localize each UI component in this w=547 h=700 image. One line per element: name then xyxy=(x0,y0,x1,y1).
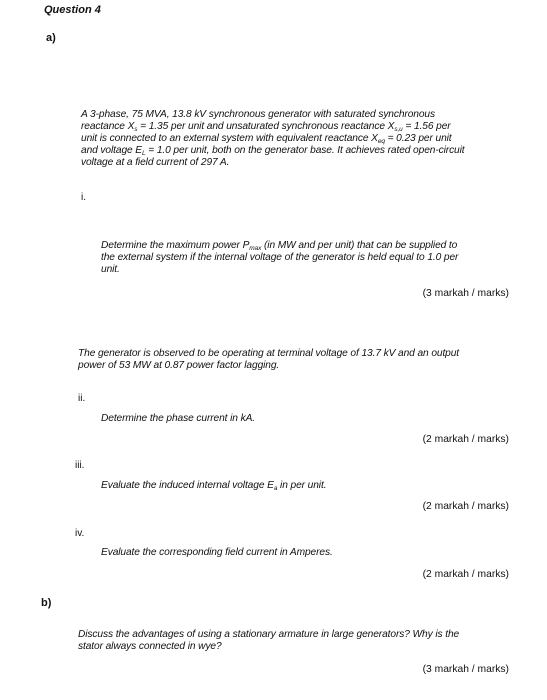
part-b-label: b) xyxy=(41,597,52,609)
observation-text xyxy=(78,348,521,372)
item-iv-text: Evaluate the corresponding field current in Amperes. xyxy=(101,547,333,558)
item-i-line-1: Determine the maximum power $P_{max}$ (in MW and per unit) that can be supplied to xyxy=(101,240,458,252)
part-a-intro xyxy=(81,109,521,169)
observation-line-2: power of 53 MW at 0.87 power factor lagging. xyxy=(78,360,280,371)
item-i-marks: (3 markah / marks) xyxy=(422,288,509,299)
part-a-label: a) xyxy=(46,32,56,44)
part-b-text xyxy=(78,629,521,653)
intro-line-1: A 3-phase, 75 MVA, 13.8 kV synchronous generator with saturated synchronous xyxy=(81,109,435,120)
item-i-line-2: the external system if the internal voltage of the generator is held equal to 1.0 per xyxy=(101,252,459,263)
intro-line-4: and voltage $E_L = 1.0$ per unit, both on the generator base. It achieves rated open-circuit xyxy=(81,145,465,157)
item-iii-marks: (2 markah / marks) xyxy=(422,501,509,512)
part-b-line-1: Discuss the advantages of using a stationary armature in large generators? Why is the xyxy=(78,629,460,640)
part-b-line-2: stator always connected in wye? xyxy=(78,641,222,652)
item-iii-text: Evaluate the induced internal voltage $E_a$ in per unit. xyxy=(101,480,327,492)
item-ii-text: Determine the phase current in kA. xyxy=(101,413,256,424)
item-i-text xyxy=(101,240,521,276)
item-ii-numeral: ii. xyxy=(78,393,86,404)
intro-line-3: unit is connected to an external system with equivalent reactance $X_{eq} = 0.23$ per unit xyxy=(81,133,452,145)
item-iv-marks: (2 markah / marks) xyxy=(422,569,509,580)
item-i-numeral: i. xyxy=(81,192,86,203)
intro-line-5: voltage at a field current of 297 A. xyxy=(81,157,230,168)
item-iii-numeral: iii. xyxy=(75,460,85,471)
intro-line-2: reactance $X_s = 1.35$ per unit and unsaturated synchronous reactance $X_{s,u} = 1.56$ per xyxy=(81,121,451,133)
question-title: Question 4 xyxy=(44,4,101,16)
item-iv-numeral: iv. xyxy=(75,528,85,539)
item-i-line-3: unit. xyxy=(101,264,120,275)
part-b-marks: (3 markah / marks) xyxy=(422,664,509,675)
observation-line-1: The generator is observed to be operating at terminal voltage of 13.7 kV and an output xyxy=(78,348,460,359)
item-ii-marks: (2 markah / marks) xyxy=(422,434,509,445)
